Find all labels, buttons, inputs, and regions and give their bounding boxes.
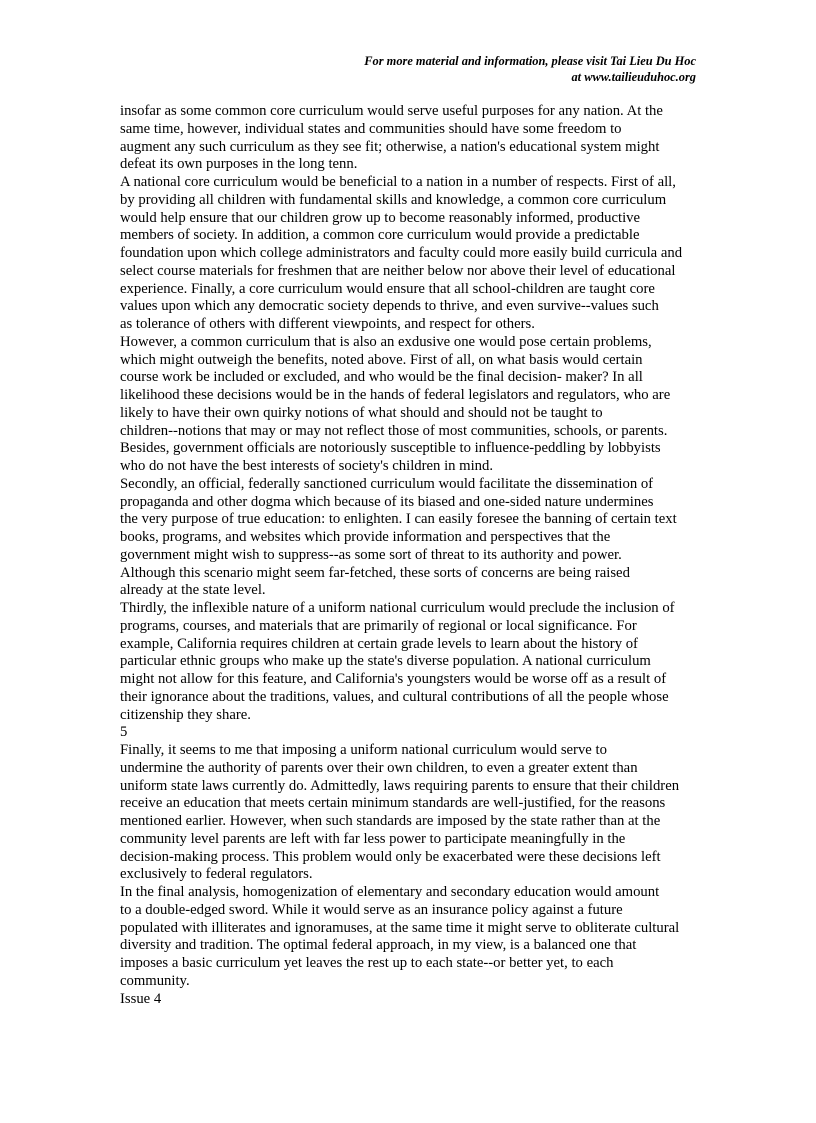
text-line: select course materials for freshmen that are neither below nor above their level of educational — [120, 262, 676, 279]
text-line: which might outweigh the benefits, noted above. First of all, on what basis would certain — [120, 351, 643, 368]
text-line: receive an education that meets certain minimum standards are well-justified, for the reasons — [120, 795, 666, 812]
text-line: foundation upon which college administrators and faculty could more easily build curricula and — [120, 245, 683, 261]
header-line-2: at www.tailieuduhoc.org — [571, 70, 696, 84]
text-line: 5 — [120, 724, 128, 741]
text-line: exclusively to federal regulators. — [120, 866, 313, 883]
text-line: the very purpose of true education: to enlighten. I can easily foresee the banning of certain text — [120, 511, 677, 528]
text-line: imposes a basic curriculum yet leaves the rest up to each state--or better yet, to each — [120, 955, 614, 971]
text-line: their ignorance about the traditions, values, and cultural contributions of all the people whose — [120, 688, 669, 705]
page-header — [364, 53, 696, 85]
text-line: likelihood these decisions would be in the hands of federal legislators and regulators, who are — [120, 387, 671, 403]
text-line: diversity and tradition. The optimal federal approach, in my view, is a balanced one that — [120, 937, 637, 954]
text-line: insofar as some common core curriculum would serve useful purposes for any nation. At the — [120, 103, 663, 119]
text-line: government might wish to suppress--as some sort of threat to its authority and power. — [120, 546, 622, 563]
text-line: defeat its own purposes in the long tenn. — [120, 156, 358, 173]
text-line: augment any such curriculum as they see fit; otherwise, a nation's educational system might — [120, 138, 660, 155]
text-line: A national core curriculum would be beneficial to a nation in a number of respects. First of all, — [120, 174, 676, 190]
text-line: members of society. In addition, a common core curriculum would provide a predictable — [120, 227, 640, 244]
text-line: as tolerance of others with different viewpoints, and respect for others. — [120, 316, 535, 332]
text-line: books, programs, and websites which provide information and perspectives that the — [120, 529, 611, 545]
text-line: undermine the authority of parents over their own children, to even a greater extent than — [120, 759, 638, 776]
text-line: Although this scenario might seem far-fetched, these sorts of concerns are being raised — [120, 564, 630, 581]
text-line: might not allow for this feature, and California's youngsters would be worse off as a result of — [120, 671, 667, 687]
text-line: Besides, government officials are notoriously susceptible to influence-peddling by lobbyists — [120, 440, 661, 457]
text-line: community. — [120, 972, 190, 989]
text-line: same time, however, individual states and communities should have some freedom to — [120, 120, 622, 137]
text-line: who do not have the best interests of society's children in mind. — [120, 458, 494, 474]
text-line: propaganda and other dogma which because of its biased and one-sided nature undermines — [120, 493, 654, 510]
text-line: experience. Finally, a core curriculum would ensure that all school-children are taught core — [120, 280, 655, 297]
text-line: In the final analysis, homogenization of elementary and secondary education would amount — [120, 884, 660, 900]
text-line: likely to have their own quirky notions of what should and should not be taught to — [120, 404, 603, 421]
text-line: Secondly, an official, federally sanctioned curriculum would facilitate the dissemination of — [120, 475, 654, 492]
text-line: to a double-edged sword. While it would serve as an insurance policy against a future — [120, 901, 623, 918]
text-line: populated with illiterates and ignoramuses, at the same time it might serve to obliterate cultural — [120, 919, 680, 936]
text-line: Finally, it seems to me that imposing a uniform national curriculum would serve to — [120, 742, 607, 758]
text-line: programs, courses, and materials that are primarily of regional or local significance. For — [120, 617, 637, 634]
text-line: decision-making process. This problem would only be exacerbated were these decisions left — [120, 848, 661, 865]
header-line-1: For more material and information, please visit Tai Lieu Du Hoc — [364, 54, 696, 68]
text-line: children--notions that may or may not reflect those of most communities, schools, or parents. — [120, 422, 668, 439]
text-line: already at the state level. — [120, 582, 266, 599]
text-line: Issue 4 — [120, 990, 162, 1007]
text-line: citizenship they share. — [120, 706, 251, 723]
text-line: However, a common curriculum that is also an exdusive one would pose certain problems, — [120, 333, 652, 350]
text-line: example, California requires children at certain grade levels to learn about the history of — [120, 635, 638, 652]
text-line: uniform state laws currently do. Admittedly, laws requiring parents to ensure that their children — [120, 777, 680, 794]
text-line: Thirdly, the inflexible nature of a uniform national curriculum would preclude the inclusion of — [120, 600, 675, 616]
text-line: course work be included or excluded, and who would be the final decision- maker? In all — [120, 369, 643, 386]
text-line: mentioned earlier. However, when such standards are imposed by the state rather than at the — [120, 813, 661, 829]
body-text — [120, 103, 705, 1008]
text-line: community level parents are left with far less power to participate meaningfully in the — [120, 830, 626, 847]
text-line: by providing all children with fundamental skills and knowledge, a common core curriculum — [120, 191, 667, 208]
text-line: would help ensure that our children grow up to become reasonably informed, productive — [120, 209, 641, 226]
text-line: values upon which any democratic society depends to thrive, and even survive--values such — [120, 298, 659, 315]
text-line: particular ethnic groups who make up the state's diverse population. A national curriculum — [120, 653, 651, 670]
